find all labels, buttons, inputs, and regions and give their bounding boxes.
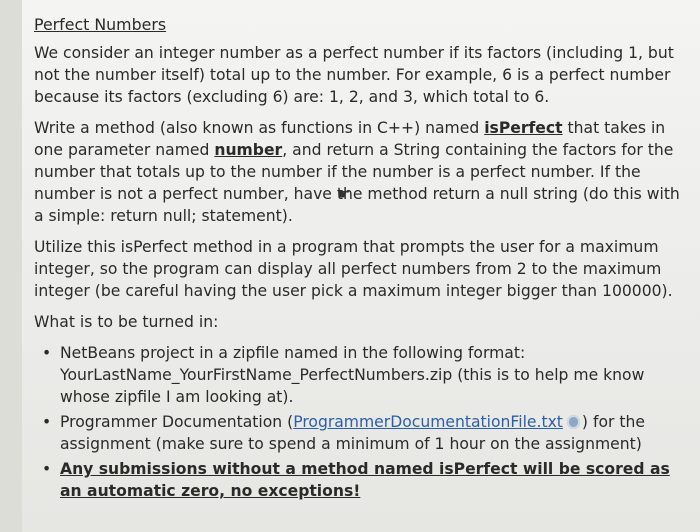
turned-in-heading: What is to be turned in: [34,313,219,331]
list-item [60,458,688,502]
list-item [60,411,688,455]
method-text-b: that takes in one parameter named [34,119,666,159]
bullet-doc-post: ) for the assignment (make sure to spend a minimum of 1 hour on the assignment) [60,413,645,453]
requirements-list [34,342,688,502]
paragraph-method [34,117,688,227]
paragraph-utilize: Utilize this isPerfect method in a program that prompts the user for a maximum integer, so the program can display all perfect numbers from 2 to the maximum integer (be careful having the user pick a maximum integer bigger than 100000). [34,238,673,300]
attachment-icon[interactable] [567,415,580,429]
list-item [60,342,688,408]
bullet-warning: Any submissions without a method named isPerfect will be scored as an automatic zero, no exceptions! [60,460,670,500]
bullet-netbeans: NetBeans project in a zipfile named in the following format: YourLastName_YourFirstName_PerfectNumbers.zip (this is to help me know whose zipfile I am looking at). [60,344,645,406]
method-text-a: Write a method (also known as functions in C++) named [34,119,485,137]
page-title: Perfect Numbers [34,15,167,34]
paragraph-definition: We consider an integer number as a perfect number if its factors (including 1, but not the number itself) total up to the number. For example, 6 is a perfect number because its factors (excluding 6) are: 1, 2, and 3, which total to 6. [34,44,674,106]
method-text-c: , and return a String containing the factors for the number that totals up to the number if the number is a perfect number. If the number is not a perfect number, have th [34,141,674,203]
bullet-doc-pre: Programmer Documentation ( [60,413,294,431]
document-page [22,0,700,532]
param-name: number [214,141,283,159]
method-text-d: e method return a null string (do this with a simple: return null; statement). [34,185,680,225]
programmer-doc-link[interactable]: ProgrammerDocumentationFile.txt [293,413,563,431]
method-name: isPerfect [484,119,563,137]
